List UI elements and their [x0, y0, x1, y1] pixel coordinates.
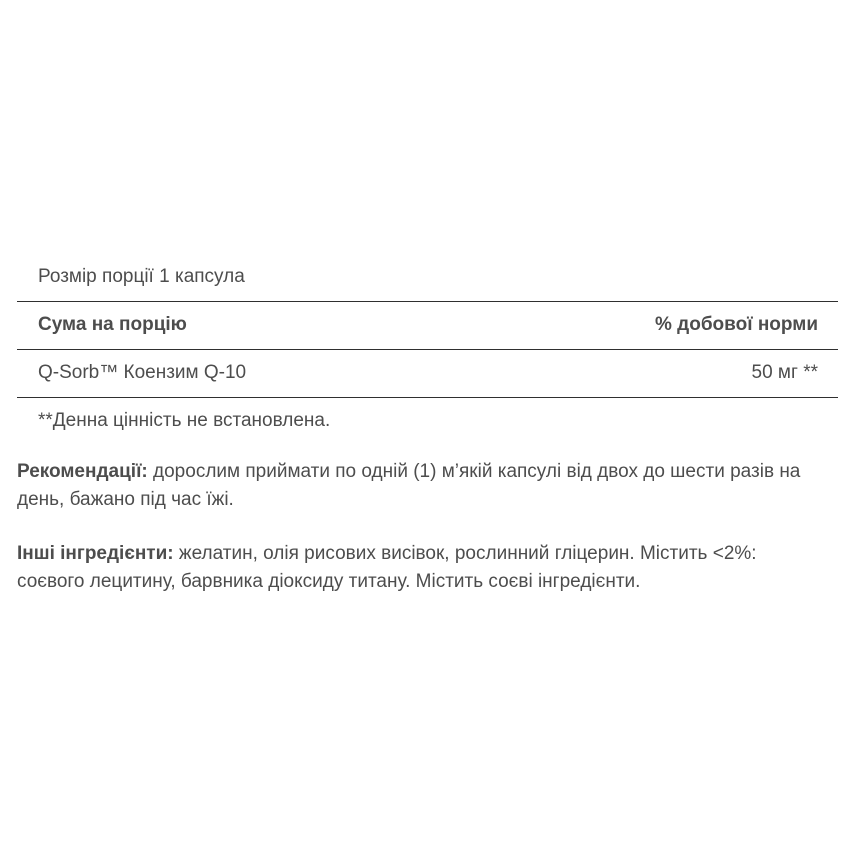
recommendations-text: дорослим приймати по одній (1) м’якій капсулі від двох до шести разів на день, бажано під час їжі. — [17, 461, 801, 510]
ingredient-name: Q-Sorb™ Коензим Q-10 — [38, 362, 247, 383]
serving-size: Розмір порції 1 капсула — [38, 266, 245, 287]
table-row — [38, 360, 818, 386]
other-ingredients-paragraph — [17, 540, 817, 596]
ingredient-amount: 50 мг ** — [751, 362, 818, 383]
table-header — [38, 312, 818, 338]
daily-value-footnote: **Денна цінність не встановлена. — [38, 410, 331, 431]
other-ingredients-label: Інші інгредієнти: — [17, 543, 174, 564]
divider-bottom — [17, 397, 838, 398]
divider-top — [17, 301, 838, 302]
other-ingredients-text: желатин, олія рисових висівок, рослинний гліцерин. Містить <2%: соєвого лецитину, барвника діоксиду титану. Містить соєві інгредієнти. — [17, 543, 757, 592]
recommendations-label: Рекомендації: — [17, 461, 148, 482]
header-daily-value: % добової норми — [654, 314, 818, 335]
divider-middle — [17, 349, 838, 350]
header-amount-per-serving: Сума на порцію — [38, 314, 187, 335]
recommendations-paragraph — [17, 458, 817, 514]
